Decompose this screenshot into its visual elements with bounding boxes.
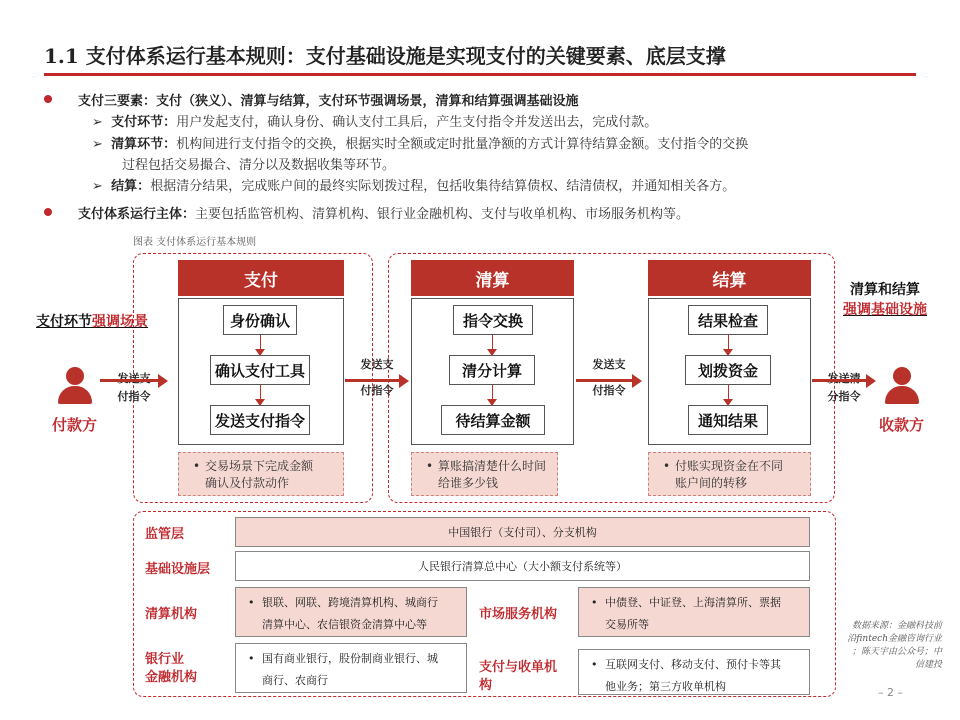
layer-bank-value [235, 643, 467, 693]
data-source-line3: ；陈天宇由公众号；中 [851, 647, 942, 657]
step-pending-amount: 待结算金额 [441, 405, 545, 435]
arrow-line [812, 379, 866, 382]
arrow-bullet-icon: ➢ [92, 115, 103, 130]
layer-clearing-line2: 清算中心、农信银资金清算中心等 [262, 618, 427, 631]
bullet-dot [44, 95, 52, 103]
sub-settlement-head: 结算： [111, 179, 151, 194]
phase-payment-header: 支付 [178, 260, 344, 296]
sub-payment-text: 用户发起支付，确认身份、确认支付工具后，产生支付指令并发送出去，完成付款。 [176, 115, 658, 130]
note-settlement-line2: 账户间的转移 [675, 476, 748, 490]
data-source-line4: 信建投 [914, 660, 942, 670]
layer-bank-label-line1: 银行业 [145, 652, 185, 667]
layer-infra-label: 基础设施层 [145, 562, 211, 577]
connector [260, 385, 261, 399]
arrow-label-line1: 发送支 [360, 358, 394, 371]
step-clearing-calc: 清分计算 [449, 355, 535, 385]
note-payment [178, 452, 344, 496]
arrow-bullet-icon: ➢ [92, 137, 103, 152]
right-side-label-line2: 强调基础设施 [843, 302, 927, 318]
layer-clearing-label: 清算机构 [145, 607, 198, 622]
arrow-right-icon [399, 374, 409, 388]
phase-settlement-header: 结算 [648, 260, 811, 296]
layer-payment-label [479, 659, 557, 695]
payee-icon [883, 367, 921, 404]
bullet-subjects-head: 支付体系运行主体： [78, 207, 196, 222]
layer-regulator-label: 监管层 [145, 527, 185, 542]
sub-clearing [92, 133, 748, 152]
layer-payment-label-line1: 支付与收单机 [479, 660, 558, 675]
step-send-instruction: 发送支付指令 [210, 405, 310, 435]
step-notify-result: 通知结果 [688, 405, 768, 435]
layer-bank-label [145, 651, 197, 687]
layer-market-line1: • 中债登、中证登、上海清算所、票据 [605, 596, 781, 609]
step-instruction-exchange: 指令交换 [453, 305, 533, 335]
layer-payment-line1: • 互联网支付、移动支付、预付卡等其 [605, 658, 781, 671]
sub-clearing-head: 清算环节： [111, 137, 177, 152]
layer-bank-label-line2: 金融机构 [145, 670, 198, 685]
arrow-settlement-to-payee [812, 370, 876, 410]
layer-regulator-value: 中国银行（支付司）、分支机构 [235, 517, 810, 547]
page-title: 1.1 支付体系运行基本规则：支付基础设施是实现支付的关键要素、底层支撑 [44, 44, 726, 68]
left-side-label-part1: 支付环节 [36, 314, 92, 330]
bullet-subjects [78, 203, 689, 222]
payer-label: 付款方 [52, 416, 98, 434]
connector [728, 335, 729, 349]
arrow-bullet-icon: ➢ [92, 179, 103, 194]
layer-market-label: 市场服务机构 [479, 607, 558, 622]
step-transfer-funds: 划拨资金 [685, 355, 771, 385]
layer-bank-line1: • 国有商业银行，股份制商业银行、城 [262, 652, 438, 665]
arrow-right-icon [158, 374, 168, 388]
connector [492, 335, 493, 349]
person-body [885, 386, 919, 404]
title-divider [44, 73, 916, 76]
sub-clearing-text: 机构间进行支付指令的交换，根据实时全额或定时批量净额的方式计算待结算金额。支付指令的交换 [176, 137, 749, 152]
note-settlement-line1: • 付账实现资金在不同 [675, 459, 784, 473]
arrow-label-line2: 付指令 [117, 390, 151, 403]
bullet-elements-head: 支付三要素： [78, 94, 157, 109]
right-side-label-line1: 清算和结算 [850, 282, 920, 298]
arrow-right-icon [632, 374, 642, 388]
sub-settlement [92, 175, 735, 194]
arrow-payment-to-clearing [345, 356, 409, 396]
figure-caption: 图表 支付体系运行基本规则 [133, 237, 257, 248]
layer-infra-value: 人民银行清算总中心（大小额支付系统等） [235, 551, 810, 581]
data-source [842, 620, 942, 672]
phase-clearing-header: 清算 [411, 260, 574, 296]
sub-payment [92, 111, 657, 130]
arrow-line [345, 379, 399, 382]
layer-payment-line2: 他业务；第三方收单机构 [605, 680, 726, 693]
payer-icon [56, 367, 94, 404]
arrow-line [576, 379, 632, 382]
person-body [58, 386, 92, 404]
note-clearing-line2: 给谁多少钱 [438, 476, 499, 490]
connector [492, 385, 493, 399]
layer-payment-label-line2: 构 [479, 678, 493, 693]
left-side-label-part2: 强调场景 [92, 314, 148, 330]
note-payment-line1: • 交易场景下完成金额 [205, 459, 314, 473]
sub-payment-head: 支付环节： [111, 115, 177, 130]
layer-clearing-line1: • 银联、网联、跨境清算机构、城商行 [262, 596, 438, 609]
right-side-label [843, 279, 927, 319]
bullet-elements [78, 90, 579, 109]
bullet-subjects-text: 主要包括监管机构、清算机构、银行业金融机构、支付与收单机构、市场服务机构等。 [195, 207, 690, 222]
step-identity-confirm: 身份确认 [223, 305, 297, 335]
person-head [893, 367, 911, 385]
layer-payment-value [578, 649, 810, 695]
step-confirm-tool: 确认支付工具 [210, 355, 310, 385]
connector [260, 335, 261, 349]
arrow-label-line1: 发送支 [592, 358, 626, 371]
connector [728, 385, 729, 399]
arrow-right-icon [866, 374, 876, 388]
arrow-label-line2: 付指令 [592, 384, 626, 397]
payee-label: 收款方 [879, 416, 925, 434]
bullet-dot [44, 208, 52, 216]
bullet-elements-text: 支付（狭义）、清算与结算，支付环节强调场景，清算和结算强调基础设施 [156, 94, 579, 109]
arrow-label-line2: 分指令 [827, 390, 861, 403]
layer-market-value [578, 587, 810, 637]
arrow-line [100, 379, 158, 382]
arrow-payer-to-payment [100, 370, 168, 410]
sub-settlement-text: 根据清分结果，完成账户间的最终实际划拨过程，包括收集待结算债权、结清债权，并通知相关各方。 [150, 179, 736, 194]
layer-bank-line2: 商行、农商行 [262, 674, 328, 687]
page-number: – 2 – [878, 686, 903, 699]
arrow-clearing-to-settlement [576, 356, 642, 396]
data-source-line2: 沿fintech金融咨询行业 [847, 634, 942, 644]
step-result-check: 结果检查 [688, 305, 768, 335]
layer-market-line2: 交易所等 [605, 618, 649, 631]
sub-clearing-cont: 过程包括交易撮合、清分以及数据收集等环节。 [122, 158, 396, 173]
data-source-line1: 数据来源：金融科技前 [851, 621, 942, 631]
note-payment-line2: 确认及付款动作 [205, 476, 290, 490]
person-head [66, 367, 84, 385]
note-clearing [411, 452, 558, 496]
left-side-label [36, 311, 148, 331]
arrow-label-line2: 付指令 [360, 384, 394, 397]
note-settlement [648, 452, 811, 496]
layer-clearing-value [235, 587, 467, 637]
note-clearing-line1: • 算账搞清楚什么时间 [438, 459, 547, 473]
